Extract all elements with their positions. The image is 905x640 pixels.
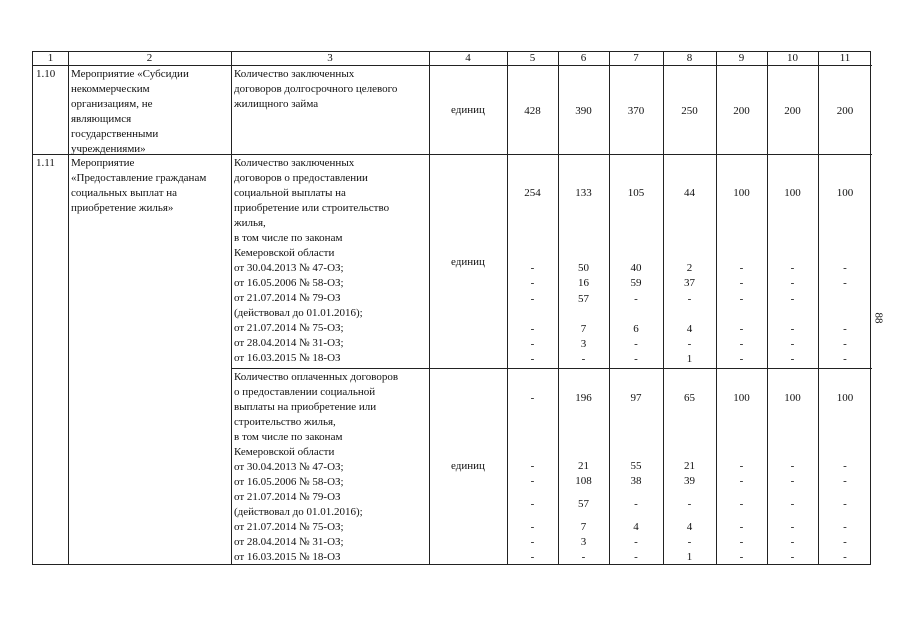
value-cell: - (790, 353, 795, 365)
value-cell: - (739, 262, 744, 274)
value-cell: - (530, 551, 535, 563)
value-cell: 21 (684, 460, 695, 472)
value-cell: - (530, 460, 535, 472)
text-line: жилищного займа (234, 98, 319, 110)
text-line: социальной выплаты на (234, 187, 346, 199)
value-cell: - (739, 277, 744, 289)
value-cell: - (843, 536, 847, 548)
value-cell: 37 (684, 277, 695, 289)
value-cell: 100 (784, 392, 801, 404)
value-cell: 57 (578, 498, 589, 510)
header-cell: 2 (146, 52, 153, 64)
text-line: (действовал до 01.01.2016); (234, 506, 363, 518)
value-cell: - (843, 498, 847, 510)
value-cell: - (739, 536, 744, 548)
value-cell: - (634, 498, 638, 510)
value-cell: 97 (630, 392, 642, 404)
value-cell: - (790, 475, 795, 487)
text-line: выплаты на приобретение или (234, 401, 377, 413)
value-cell: - (790, 323, 795, 335)
value-cell: - (634, 338, 638, 350)
header-cell: 7 (633, 52, 639, 64)
value-cell: - (790, 460, 795, 472)
text-line: от 21.07.2014 № 79-ОЗ (234, 292, 341, 304)
value-cell: - (530, 498, 535, 510)
row-divider (33, 65, 872, 66)
value-cell: - (843, 277, 847, 289)
value-cell: - (687, 536, 692, 548)
value-cell: - (790, 551, 795, 563)
text-line: Мероприятие (71, 157, 135, 169)
value-cell: - (739, 551, 744, 563)
value-cell: - (739, 338, 744, 350)
value-cell: 1 (686, 551, 693, 563)
text-line: от 21.07.2014 № 75-ОЗ; (234, 322, 344, 334)
header-cell: 9 (738, 52, 745, 64)
value-cell: 196 (575, 392, 592, 404)
value-cell: - (790, 293, 795, 305)
value-cell: - (581, 353, 586, 365)
value-cell: - (843, 475, 847, 487)
text-line: от 21.07.2014 № 79-ОЗ (234, 491, 341, 503)
value-cell: 100 (836, 187, 854, 199)
text-line: о предоставлении социальной (234, 386, 376, 398)
value-cell: 4 (686, 521, 693, 533)
value-cell: 105 (627, 187, 645, 199)
value-cell: 6 (633, 323, 639, 335)
value-cell: - (843, 323, 847, 335)
value-cell: - (634, 536, 638, 548)
header-cell: 10 (787, 52, 798, 64)
header-cell: 8 (686, 52, 693, 64)
text-line: (действовал до 01.01.2016); (234, 307, 363, 319)
unit-cell: единиц (451, 460, 485, 472)
text-line: договоров долгосрочного целевого (234, 83, 398, 95)
value-cell: - (739, 475, 744, 487)
header-cell: 4 (465, 52, 471, 64)
row-divider (33, 154, 872, 155)
header-cell: 11 (839, 52, 851, 64)
value-cell: - (843, 262, 847, 274)
text-line: некоммерческим (71, 83, 150, 95)
value-cell: 7 (580, 521, 587, 533)
value-cell: - (843, 338, 847, 350)
text-line: от 16.05.2006 № 58-ОЗ; (234, 277, 344, 289)
value-cell: - (530, 353, 535, 365)
value-cell: - (687, 338, 692, 350)
value-cell: - (843, 460, 847, 472)
value-cell: 2 (686, 262, 693, 274)
value-cell: 44 (684, 187, 695, 199)
page-number: 88 (872, 312, 885, 324)
col-divider (429, 52, 430, 564)
value-cell: 21 (578, 460, 589, 472)
value-cell: 3 (580, 338, 587, 350)
text-line: в том числе по законам (234, 431, 343, 443)
value-cell: - (843, 353, 847, 365)
value-cell: 16 (578, 277, 589, 289)
value-cell: - (634, 551, 638, 563)
text-line: Количество заключенных (234, 68, 355, 80)
value-cell: 39 (684, 475, 695, 487)
value-cell: 57 (578, 293, 589, 305)
value-cell: - (530, 277, 535, 289)
value-cell: - (739, 323, 744, 335)
row-number: 1.11 (36, 157, 55, 169)
value-cell: 370 (627, 105, 645, 117)
text-line: приобретение жилья» (71, 202, 174, 214)
value-cell: 200 (836, 105, 854, 117)
value-cell: - (739, 521, 744, 533)
text-line: от 16.05.2006 № 58-ОЗ; (234, 476, 344, 488)
text-line: от 30.04.2013 № 47-ОЗ; (234, 262, 344, 274)
text-line: Кемеровской области (234, 446, 335, 458)
value-cell: 100 (733, 392, 750, 404)
value-cell: 50 (578, 262, 589, 274)
value-cell: - (790, 277, 795, 289)
value-cell: - (634, 293, 638, 305)
value-cell: - (790, 338, 795, 350)
value-cell: - (687, 293, 692, 305)
value-cell: - (530, 293, 535, 305)
text-line: договоров о предоставлении (234, 172, 368, 184)
value-cell: - (530, 262, 535, 274)
value-cell: 390 (575, 105, 592, 117)
value-cell: - (634, 353, 638, 365)
text-line: жилья, (234, 217, 266, 229)
value-cell: - (739, 353, 744, 365)
col-divider (231, 52, 232, 564)
col-divider (68, 52, 69, 564)
text-line: от 30.04.2013 № 47-ОЗ; (234, 461, 344, 473)
value-cell: - (530, 521, 535, 533)
value-cell: 3 (580, 536, 587, 548)
value-cell: - (843, 551, 847, 563)
value-cell: 4 (633, 521, 639, 533)
value-cell: 100 (733, 187, 750, 199)
value-cell: - (790, 498, 795, 510)
row-divider (231, 368, 872, 369)
value-cell: - (790, 262, 795, 274)
value-cell: - (530, 392, 535, 404)
text-line: «Предоставление гражданам (71, 172, 207, 184)
header-cell: 5 (529, 52, 536, 64)
value-cell: - (530, 536, 535, 548)
text-line: организациям, не (71, 98, 153, 110)
value-cell: - (687, 498, 692, 510)
text-line: приобретение или строительство (234, 202, 390, 214)
value-cell: - (530, 323, 535, 335)
value-cell: 200 (784, 105, 801, 117)
value-cell: - (739, 293, 744, 305)
text-line: социальных выплат на (71, 187, 178, 199)
value-cell: 100 (836, 392, 854, 404)
value-cell: 4 (686, 323, 693, 335)
value-cell: 254 (524, 187, 541, 199)
value-cell: 40 (630, 262, 642, 274)
text-line: Количество заключенных (234, 157, 355, 169)
unit-cell: единиц (451, 256, 485, 268)
header-cell: 1 (47, 52, 54, 64)
unit-cell: единиц (451, 104, 485, 116)
data-table (32, 51, 871, 565)
text-line: от 16.03.2015 № 18-ОЗ (234, 551, 341, 563)
value-cell: 108 (575, 475, 592, 487)
value-cell: - (739, 498, 744, 510)
value-cell: 38 (630, 475, 642, 487)
value-cell: - (790, 521, 795, 533)
header-cell: 3 (327, 52, 333, 64)
value-cell: 65 (684, 392, 695, 404)
value-cell: - (843, 521, 847, 533)
text-line: в том числе по законам (234, 232, 343, 244)
text-line: являющимся (71, 113, 132, 125)
text-line: учреждениями» (71, 143, 146, 155)
value-cell: 55 (630, 460, 642, 472)
value-cell: - (739, 460, 744, 472)
value-cell: - (530, 338, 535, 350)
value-cell: - (581, 551, 586, 563)
row-number: 1.10 (36, 68, 56, 80)
value-cell: 1 (686, 353, 693, 365)
value-cell: 428 (524, 105, 541, 117)
text-line: от 28.04.2014 № 31-ОЗ; (234, 536, 344, 548)
header-cell: 6 (580, 52, 587, 64)
value-cell: - (790, 536, 795, 548)
value-cell: 7 (580, 323, 587, 335)
text-line: Кемеровской области (234, 247, 335, 259)
text-line: от 16.03.2015 № 18-ОЗ (234, 352, 341, 364)
text-line: Мероприятие «Субсидии (71, 68, 189, 80)
text-line: от 28.04.2014 № 31-ОЗ; (234, 337, 344, 349)
text-line: Количество оплаченных договоров (234, 371, 399, 383)
value-cell: 59 (630, 277, 642, 289)
value-cell: - (530, 475, 535, 487)
text-line: государственными (71, 128, 159, 140)
value-cell: 250 (681, 105, 698, 117)
value-cell: 133 (575, 187, 592, 199)
value-cell: 100 (784, 187, 801, 199)
text-line: от 21.07.2014 № 75-ОЗ; (234, 521, 344, 533)
value-cell: 200 (733, 105, 750, 117)
text-line: строительство жилья, (234, 416, 336, 428)
